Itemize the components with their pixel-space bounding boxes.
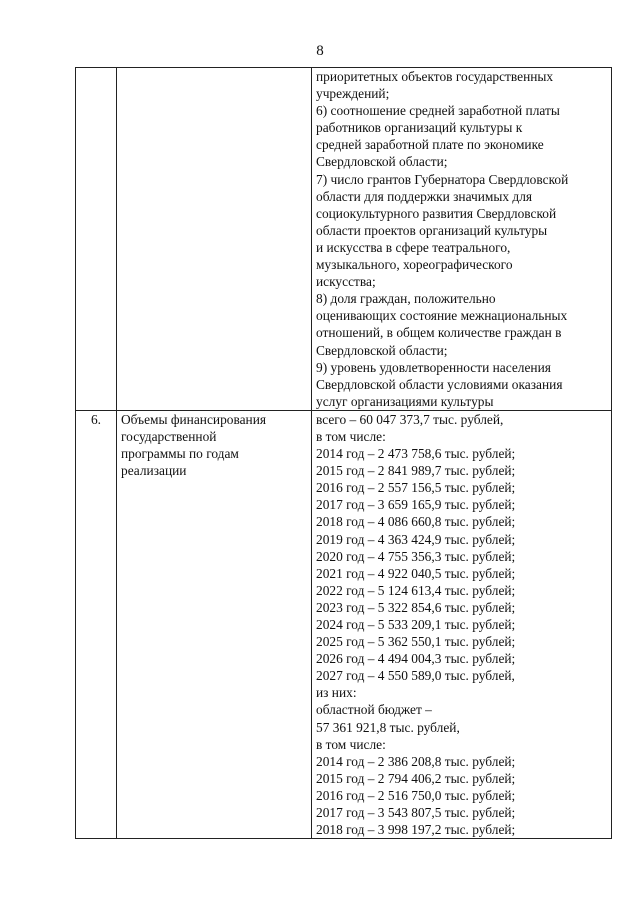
table-row-6 (76, 410, 612, 838)
text-line: 2027 год – 4 550 589,0 тыс. рублей, (316, 668, 515, 684)
text-line: отношений, в общем количестве граждан в (316, 325, 562, 341)
text-line: учреждений; (316, 86, 390, 102)
text-line: в том числе: (316, 736, 386, 752)
text-line: Свердловской области; (316, 342, 448, 358)
text-line: 2014 год – 2 386 208,8 тыс. рублей; (316, 753, 516, 769)
text-line: 2018 год – 4 086 660,8 тыс. рублей; (316, 514, 516, 530)
text-line: 2014 год – 2 473 758,6 тыс. рублей; (316, 446, 516, 462)
passport-table (75, 67, 612, 839)
text-line: музыкального, хореографического (316, 257, 513, 273)
row-content-cell (312, 68, 612, 411)
text-line: 6) соотношение средней заработной платы (316, 103, 560, 119)
row-number-cell (76, 68, 117, 411)
text-line: 2023 год – 5 322 854,6 тыс. рублей; (316, 599, 516, 615)
text-line: 2025 год – 5 362 550,1 тыс. рублей; (316, 634, 516, 650)
text-line: работников организаций культуры к (316, 120, 523, 136)
text-line: услуг организациями культуры (316, 393, 494, 409)
text-line: области проектов организаций культуры (316, 222, 548, 238)
text-line: Объемы финансирования (121, 411, 267, 427)
text-line: 2017 год – 3 659 165,9 тыс. рублей; (316, 497, 516, 513)
row-label-lines (121, 411, 307, 479)
text-line: всего – 60 047 373,7 тыс. рублей, (316, 411, 504, 427)
text-line: Свердловской области; (316, 154, 448, 170)
text-line: государственной (121, 428, 217, 444)
text-line: 57 361 921,8 тыс. рублей, (316, 719, 460, 735)
text-line: средней заработной плате по экономике (316, 137, 544, 153)
text-line: социокультурного развития Свердловской (316, 205, 557, 221)
row-number-cell: 6. (76, 410, 117, 838)
text-line: 2017 год – 3 543 807,5 тыс. рублей; (316, 805, 516, 821)
text-line: из них: (316, 685, 357, 701)
text-line: 9) уровень удовлетворенности населения (316, 359, 551, 375)
indicator-lines (316, 68, 607, 410)
text-line: оценивающих состояние межнациональных (316, 308, 568, 324)
row-label-cell (117, 68, 312, 411)
table-row-continued (76, 68, 612, 411)
text-line: 2022 год – 5 124 613,4 тыс. рублей; (316, 582, 516, 598)
text-line: программы по годам (121, 446, 239, 462)
text-line: искусства; (316, 274, 376, 290)
text-line: 8) доля граждан, положительно (316, 291, 496, 307)
text-line: 2015 год – 2 794 406,2 тыс. рублей; (316, 770, 516, 786)
funding-lines (316, 411, 607, 838)
row-label-cell (117, 410, 312, 838)
page-number: 8 (316, 43, 324, 59)
text-line: в том числе: (316, 428, 386, 444)
text-line: приоритетных объектов государственных (316, 69, 554, 84)
text-line: 2024 год – 5 533 209,1 тыс. рублей; (316, 617, 516, 632)
text-line: Свердловской области условиями оказания (316, 376, 563, 392)
text-line: области для поддержки значимых для (316, 188, 533, 204)
text-line: областной бюджет – (316, 702, 432, 718)
text-line: 2016 год – 2 557 156,5 тыс. рублей; (316, 480, 516, 496)
text-line: 7) число грантов Губернатора Свердловской (316, 171, 569, 187)
text-line: 2016 год – 2 516 750,0 тыс. рублей; (316, 787, 516, 803)
text-line: реализации (121, 463, 187, 479)
text-line: 2015 год – 2 841 989,7 тыс. рублей; (316, 463, 516, 479)
row-content-cell (312, 410, 612, 838)
text-line: 2026 год – 4 494 004,3 тыс. рублей; (316, 651, 516, 667)
text-line: и искусства в сфере театрального, (316, 239, 511, 255)
text-line: 2020 год – 4 755 356,3 тыс. рублей; (316, 548, 516, 564)
text-line: 2018 год – 3 998 197,2 тыс. рублей; (316, 822, 516, 838)
text-line: 2019 год – 4 363 424,9 тыс. рублей; (316, 531, 516, 547)
text-line: 2021 год – 4 922 040,5 тыс. рублей; (316, 565, 516, 581)
